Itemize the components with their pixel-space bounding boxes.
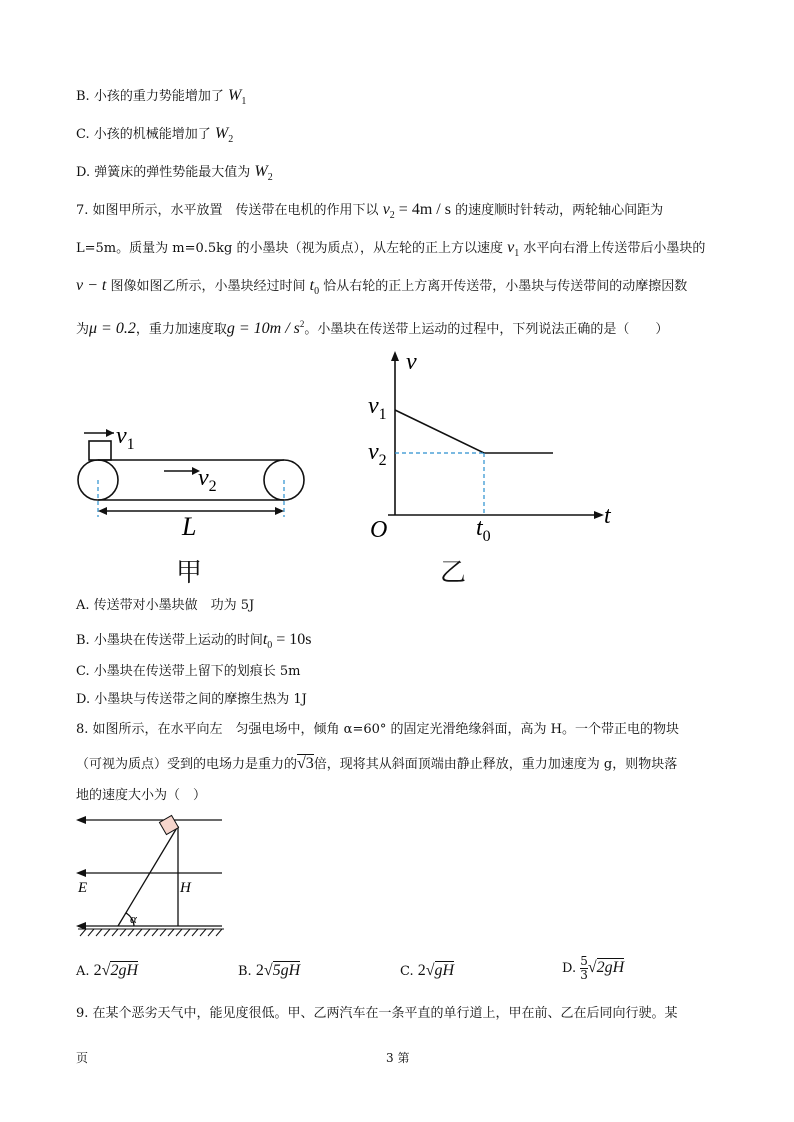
option-d-prev: D. 弹簧床的弹性势能最大值为 $W_2$: [76, 163, 273, 183]
q8-option-a: A. 2√2gH: [76, 962, 139, 979]
caption-jia: 甲: [176, 558, 203, 588]
q7-option-a: A. 传送带对小墨块做 功为 5J: [76, 598, 255, 613]
incline: [118, 826, 178, 926]
v-t-graph: [360, 345, 620, 545]
t-axis-label: t: [604, 503, 611, 529]
charged-block: [159, 815, 178, 834]
q8-line-3: 地的速度大小为（ ）: [76, 788, 207, 803]
v2-label: $v_2$: [198, 465, 217, 495]
v1-label: $v_1$: [116, 423, 135, 453]
conveyor-belt-diagram: [70, 415, 320, 535]
q8-option-c: C. 2√gH: [400, 962, 455, 979]
q7-line-4: 为μ = 0.2，重力加速度取$g = 10m / s^2$。小墨块在传送带上运动的过程中，下列说法正确的是（ ）: [76, 319, 669, 337]
q7-option-c: C. 小墨块在传送带上留下的划痕长 5m: [76, 664, 301, 679]
origin-label: O: [370, 517, 388, 543]
velocity-curve: [395, 410, 553, 453]
q8-option-b: B. 2√5gH: [238, 962, 301, 979]
option-c-prev: C. 小孩的机械能增加了 $W_2$: [76, 125, 234, 145]
t0-tick-label: $t_0$: [476, 515, 491, 545]
q7-line-3: v − t 图像如图乙所示，小墨块经过时间 $t_0$ 恰从右轮的正上方离开传送带，小墨块与传送带间的动摩擦因数: [76, 277, 688, 297]
caption-yi: 乙: [440, 558, 467, 588]
option-b-prev: B. 小孩的重力势能增加了 $W_1$: [76, 87, 247, 107]
L-label: L: [182, 512, 197, 535]
q8-line-2: （可视为质点）受到的电场力是重力的√3倍，现将其从斜面顶端由静止释放，重力加速度为 g，则物块落: [76, 755, 678, 772]
page-number: 3 第: [386, 1051, 410, 1065]
v1-tick-label: $v_1$: [368, 393, 387, 423]
q7-line-1: 7. 如图甲所示，水平放置 传送带在电机的作用下以 $v_2 = 4m / s$ 的速度顺时针转动，两轮轴心间距为: [76, 201, 664, 221]
v-axis-label: v: [406, 349, 417, 375]
q7-line-2: L=5m。质量为 m=0.5kg 的小墨块（视为质点），从左轮的正上方以速度 $v_1$ 水平向右滑上传送带后小墨块的: [76, 239, 706, 259]
q7-option-d: D. 小墨块与传送带之间的摩擦生热为 1J: [76, 692, 307, 707]
q8-line-1: 8. 如图所示，在水平向左 匀强电场中，倾角 α=60° 的固定光滑绝缘斜面，高为 H。一个带正电的物块: [76, 722, 679, 737]
footer-left: 页: [76, 1051, 89, 1065]
alpha-label: α: [130, 911, 137, 926]
v2-tick-label: $v_2$: [368, 439, 387, 469]
q9-line-1: 9. 在某个恶劣天气中，能见度很低。甲、乙两汽车在一条平直的单行道上，甲在前、乙在后同向行驶。某: [76, 1006, 678, 1021]
E-label: E: [78, 880, 88, 896]
q7-option-b: B. 小墨块在传送带上运动的时间$t_0 = 10s$: [76, 631, 312, 651]
ink-block: [89, 441, 111, 460]
H-label: H: [180, 880, 191, 896]
incline-field-diagram: [74, 812, 230, 940]
q8-option-d: D. $\frac{5}{3}$ √2gH: [562, 954, 625, 982]
